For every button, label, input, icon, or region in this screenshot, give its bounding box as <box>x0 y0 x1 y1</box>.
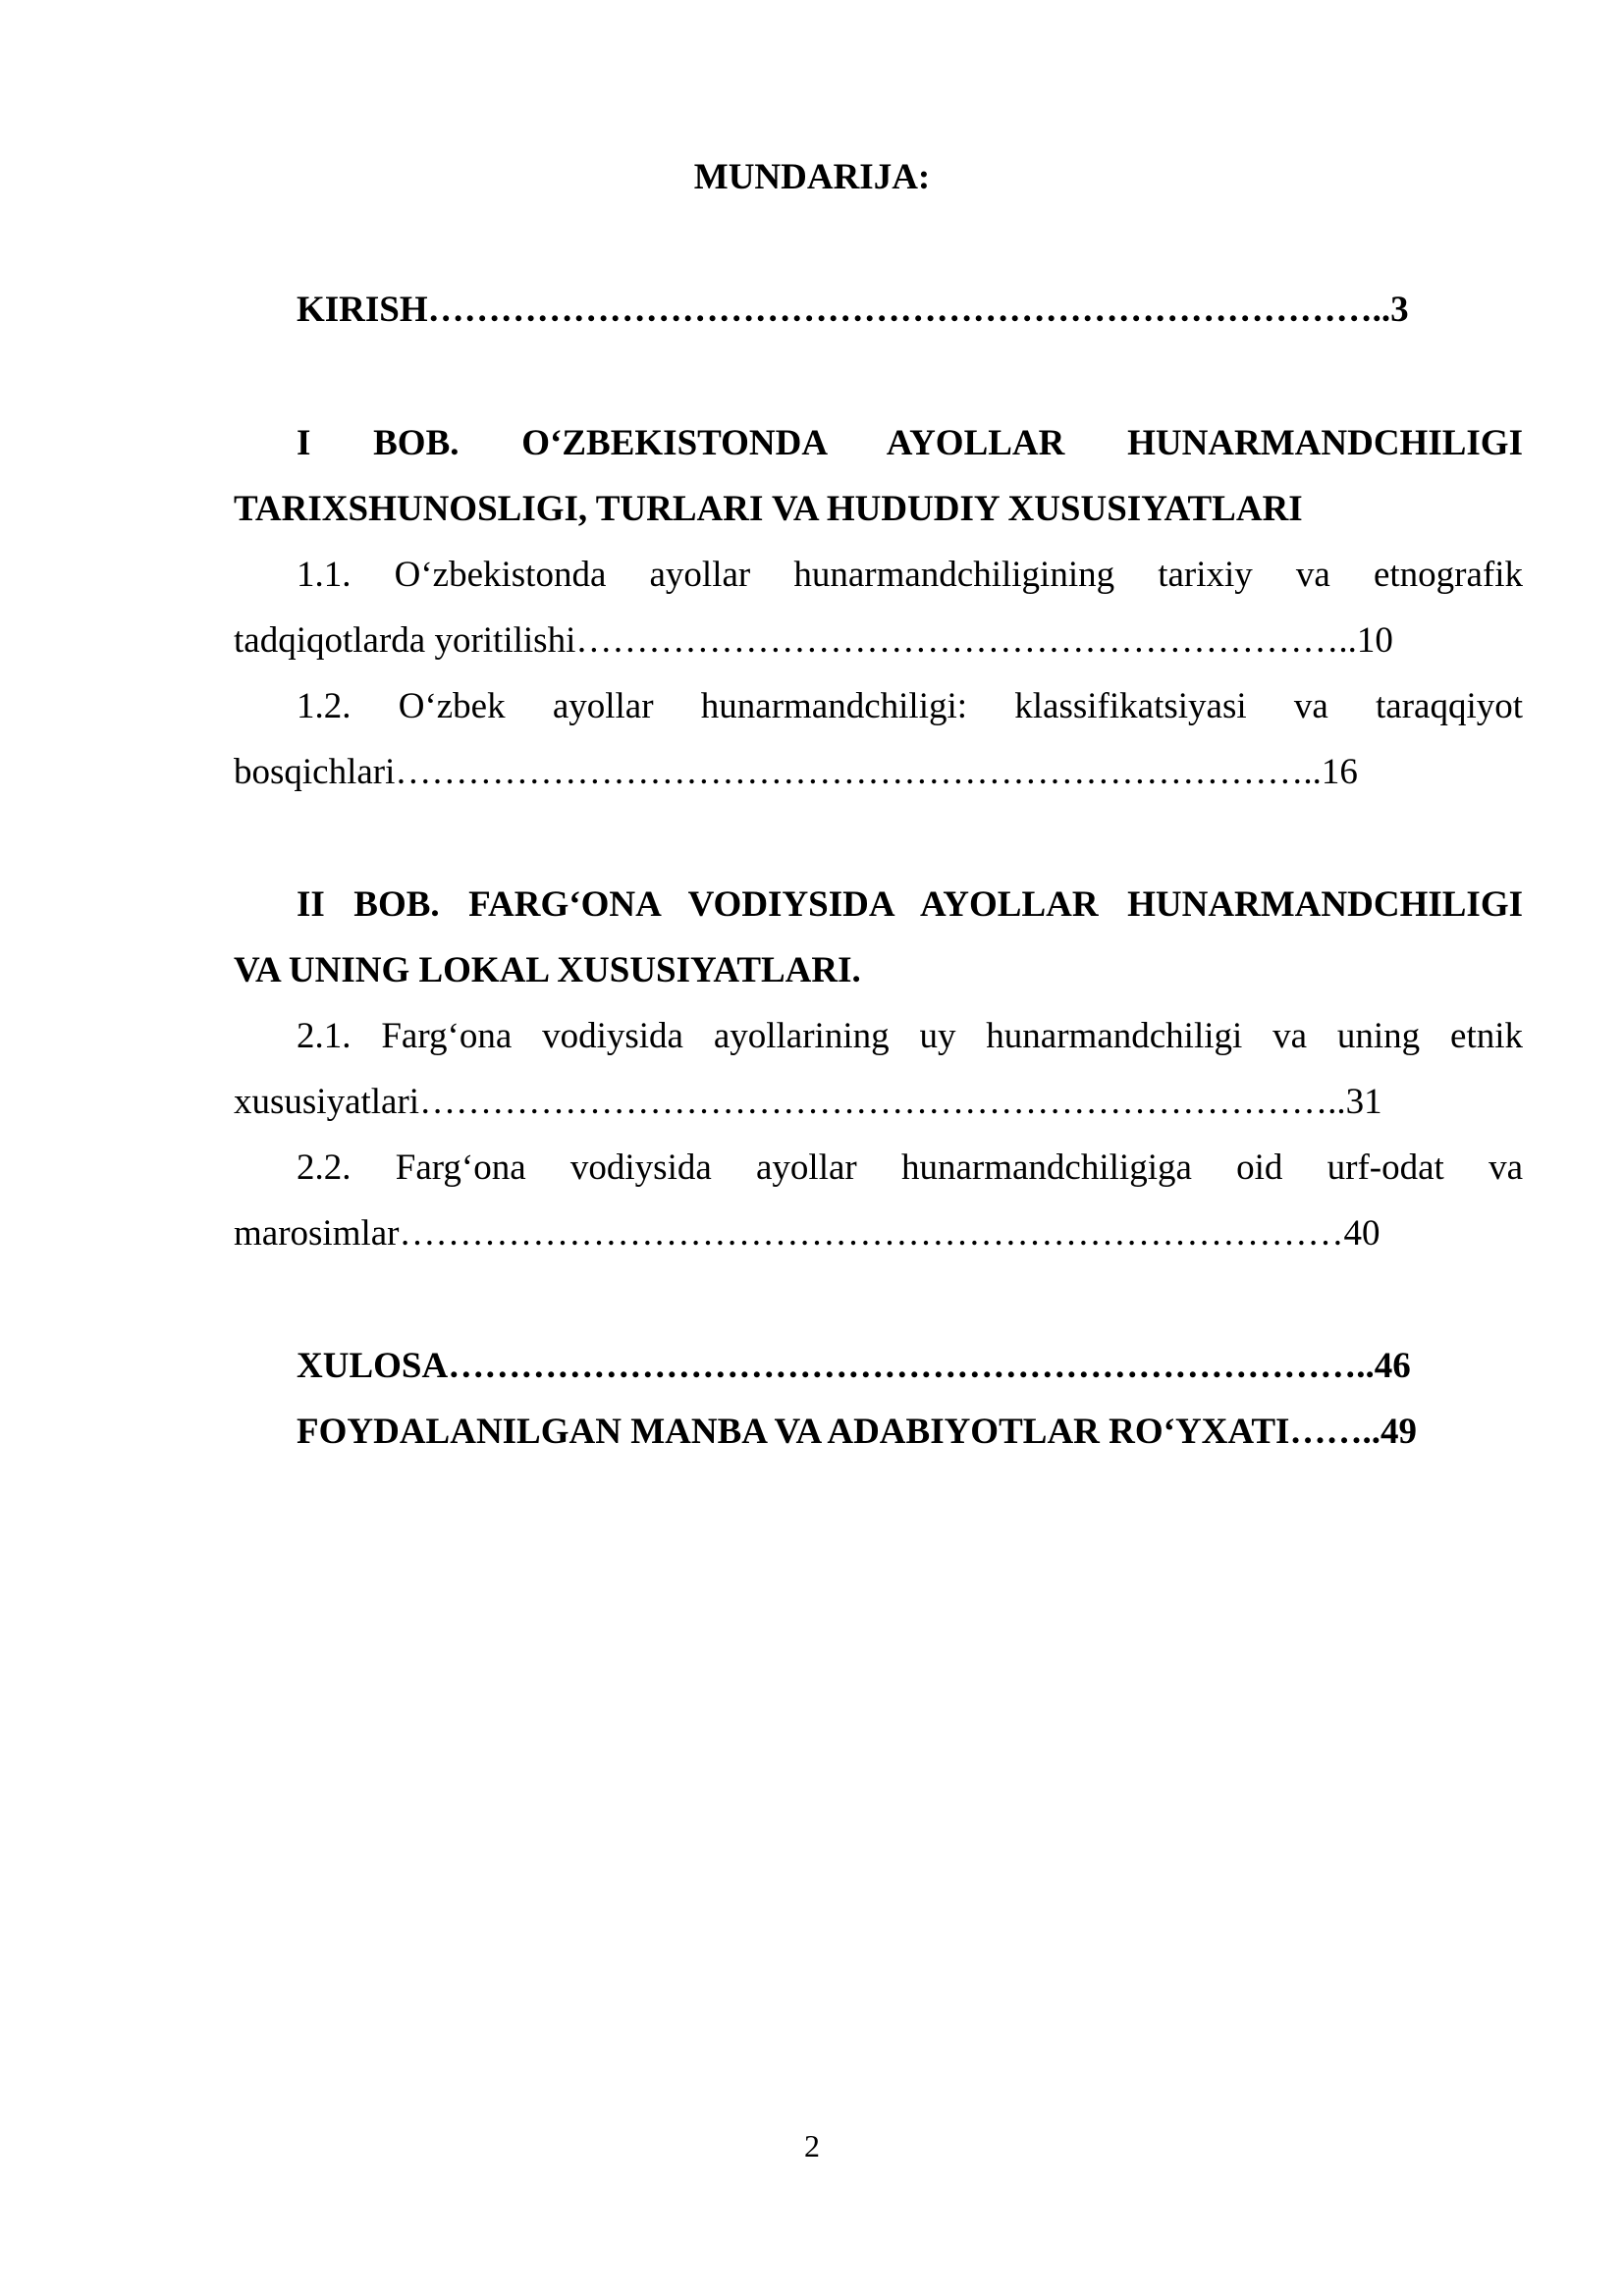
toc-title: MUNDARIJA: <box>693 157 931 197</box>
section-title-line: 1.2. O‘zbek ayollar hunarmandchiligi: klassifikatsiyasi va taraqqiyot <box>297 686 1523 726</box>
section-title-line: 2.1. Farg‘ona vodiysida ayollarining uy hunarmandchiligi va uning etnik <box>297 1016 1523 1056</box>
toc-leader-dots: ……………………………………………………….. <box>575 620 1357 661</box>
section-title-line: tadqiqotlarda yoritilishi <box>234 620 576 661</box>
toc-page-number: 40 <box>1343 1213 1380 1254</box>
toc-entry-references <box>234 1399 1523 1465</box>
toc-chapter-2 <box>234 872 1523 1266</box>
chapter-heading-line: VA UNING LOKAL XUSUSIYATLARI. <box>234 950 861 990</box>
section-title-line: xususiyatlari <box>234 1082 420 1122</box>
toc-final-entries <box>234 1333 1523 1465</box>
toc-entry-label: FOYDALANILGAN MANBA VA ADABIYOTLAR RO‘YXATI <box>297 1412 1290 1452</box>
toc-leader-dots: …….. <box>1289 1412 1380 1452</box>
toc-leader-dots: ………………………………………………………………….. <box>448 1346 1375 1386</box>
toc-page-number: 3 <box>1390 290 1409 330</box>
toc-leader-dots: …………………………………………………………………….. <box>427 290 1391 330</box>
section-title-line: 2.2. Farg‘ona vodiysida ayollar hunarmandchiligiga oid urf-odat va <box>297 1148 1523 1188</box>
toc-leader-dots: …………………………………………………………………… <box>399 1213 1344 1254</box>
toc-entry-section-1-2 <box>234 739 1523 805</box>
toc-page-number: 16 <box>1321 752 1358 792</box>
toc-entry-section-2-1 <box>234 1069 1523 1135</box>
toc-page-number: 46 <box>1374 1346 1411 1386</box>
page-number: 2 <box>804 2128 820 2163</box>
chapter-heading-line: TARIXSHUNOSLIGI, TURLARI VA HUDUDIY XUSUSIYATLARI <box>234 489 1303 529</box>
toc-entry-conclusion <box>234 1333 1523 1399</box>
toc-page-number: 10 <box>1356 620 1393 661</box>
chapter-heading-line: I BOB. O‘ZBEKISTONDA AYOLLAR HUNARMANDCHILIGI <box>297 423 1523 463</box>
toc-leader-dots: ………………………………………………………………….. <box>395 752 1322 792</box>
toc-entry-intro <box>234 277 1523 343</box>
section-title-line: bosqichlari <box>234 752 396 792</box>
section-title-line: marosimlar <box>234 1213 400 1254</box>
toc-entry-label: KIRISH <box>297 290 428 330</box>
toc-entry-section-2-2 <box>234 1201 1523 1266</box>
toc-leader-dots: ………………………………………………………………….. <box>419 1082 1346 1122</box>
toc-chapter-1 <box>234 410 1523 805</box>
section-title-line: 1.1. O‘zbekistonda ayollar hunarmandchiligining tarixiy va etnografik <box>297 555 1523 595</box>
toc-entry-label: XULOSA <box>297 1346 449 1386</box>
chapter-heading-line: II BOB. FARG‘ONA VODIYSIDA AYOLLAR HUNARMANDCHILIGI <box>297 884 1523 925</box>
toc-entry-section-1-1 <box>234 608 1523 673</box>
toc-page-number: 31 <box>1345 1082 1382 1122</box>
toc-page-number: 49 <box>1380 1412 1417 1452</box>
